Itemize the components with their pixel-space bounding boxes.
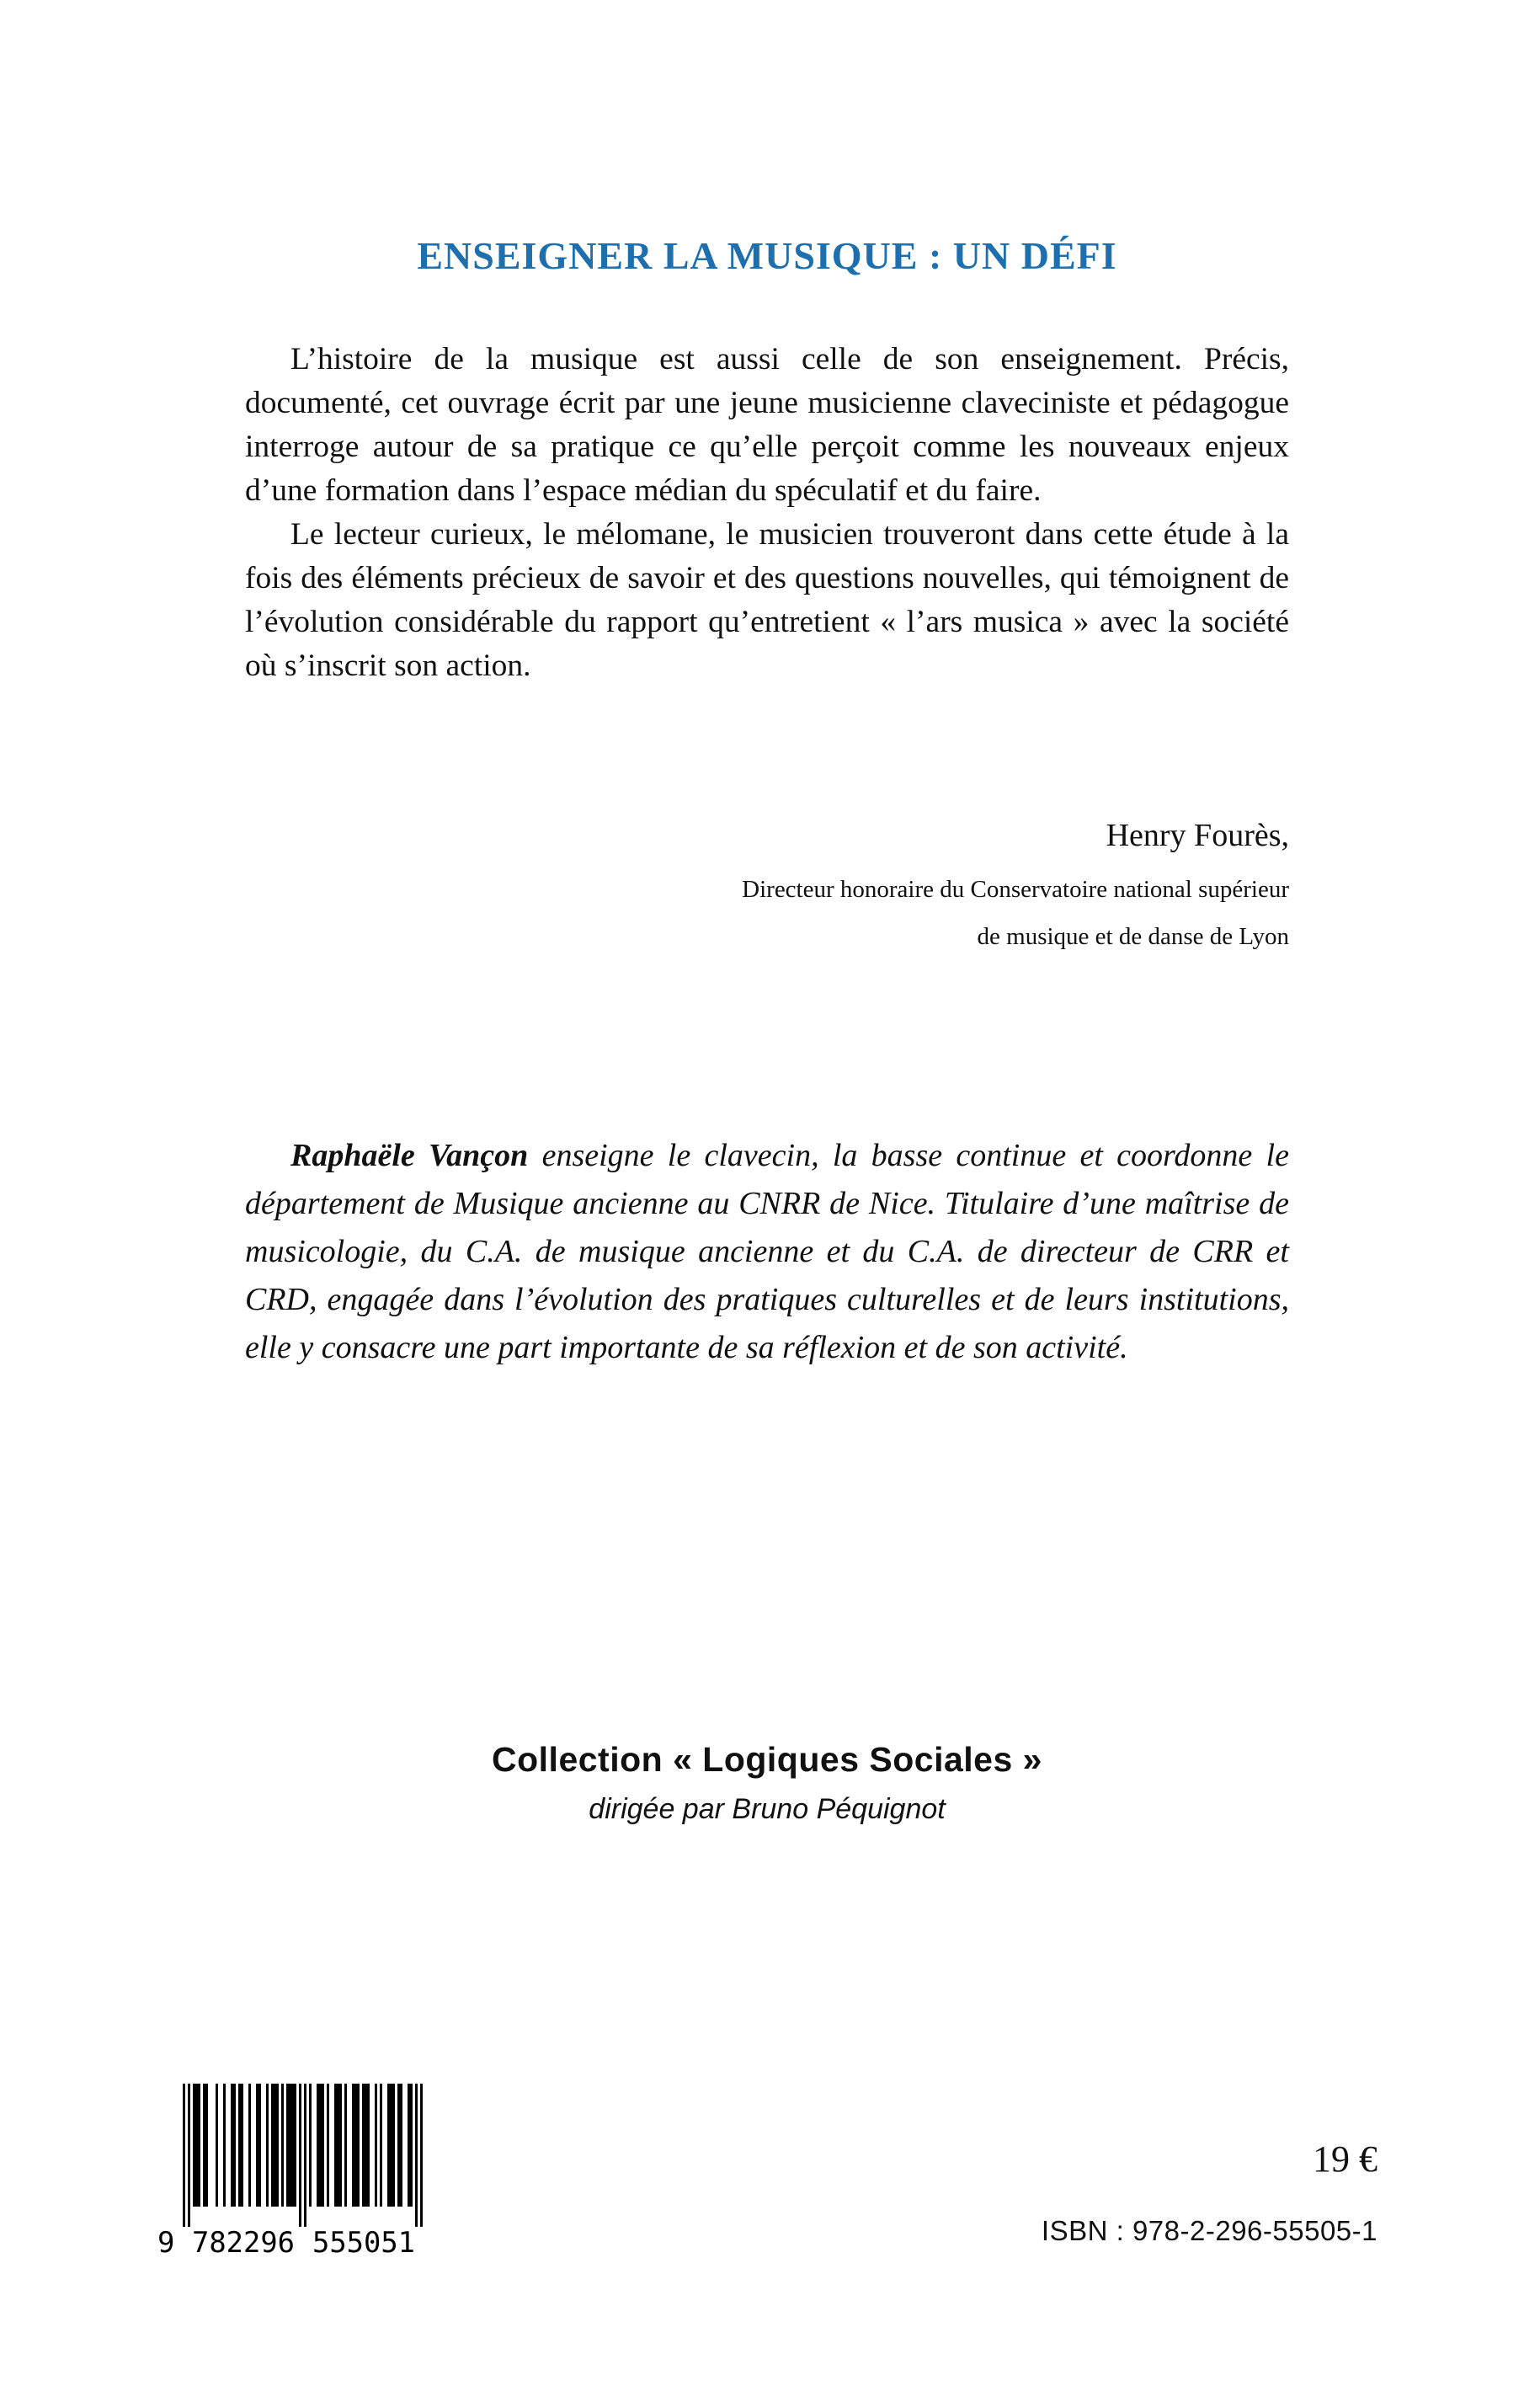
signature-block bbox=[245, 815, 1289, 960]
price: 19 € bbox=[1313, 2138, 1377, 2180]
synopsis-paragraph-2: Le lecteur curieux, le mélomane, le musicien trouveront dans cette étude à la fois des éléments précieux de savoir et des questions nouvelles, qui témoignent de l’évolution considérable du rapport qu’entretient « l’ars musica » avec la société où s’inscrit son action. bbox=[245, 517, 1289, 683]
synopsis bbox=[245, 338, 1289, 688]
signatory-role-line2: de musique et de danse de Lyon bbox=[977, 923, 1289, 950]
isbn: ISBN : 978-2-296-55505-1 bbox=[1041, 2215, 1377, 2246]
author-bio bbox=[245, 1132, 1289, 1372]
svg-text:9: 9 bbox=[157, 2226, 175, 2260]
svg-text:555051: 555051 bbox=[312, 2226, 415, 2260]
signatory-role-line1: Directeur honoraire du Conservatoire national supérieur bbox=[742, 876, 1289, 903]
author-bio-paragraph bbox=[245, 1132, 1289, 1372]
author-bio-text: enseigne le clavecin, la basse continue et coordonne le département de Musique ancienne au CNRR de Nice. Titulaire d’une maîtrise de musicologie, du C.A. de musique ancienne et du C.A. de directeur de CRR et CRD, engagée dans l’évolution des pratiques culturelles et de leurs institutions, elle y consacre une part importante de sa réflexion et de son activité. bbox=[245, 1138, 1289, 1365]
signatory-name: Henry Fourès, bbox=[1106, 818, 1289, 853]
collection-name: Collection « Logiques Sociales » bbox=[492, 1740, 1042, 1779]
synopsis-paragraph-1: L’histoire de la musique est aussi celle de son enseignement. Précis, documenté, cet ouvrage écrit par une jeune musicienne claveciniste et pédagogue interroge autour de sa pratique ce qu’elle perçoit comme les nouveaux enjeux d’une formation dans l’espace médian du spéculatif et du faire. bbox=[245, 342, 1289, 508]
ean13-barcode bbox=[157, 2084, 427, 2265]
svg-text:782296: 782296 bbox=[192, 2226, 295, 2260]
collection-block bbox=[245, 1740, 1289, 1826]
author-name: Raphaële Vançon bbox=[290, 1138, 529, 1173]
collection-director: dirigée par Bruno Péquignot bbox=[589, 1793, 946, 1825]
book-title: ENSEIGNER LA MUSIQUE : UN DÉFI bbox=[417, 234, 1117, 277]
